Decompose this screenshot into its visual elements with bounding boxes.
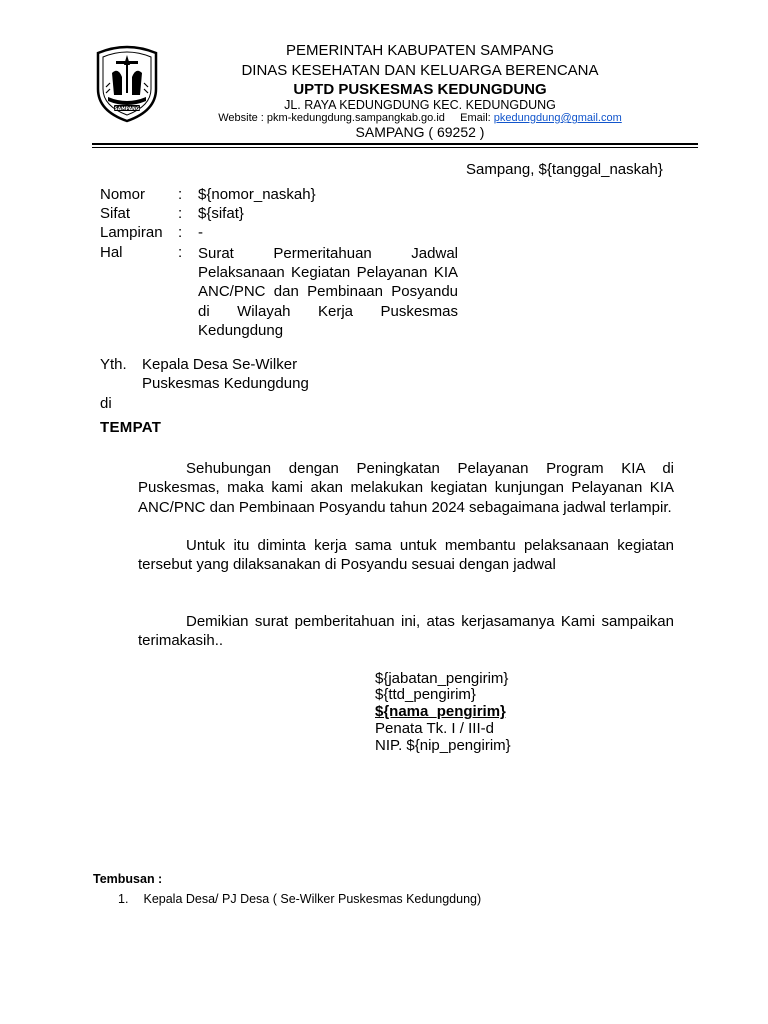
meta-colon: : <box>178 186 183 203</box>
meta-value-hal: Surat Permeritahuan Jadwal Pelaksanaan Kegiatan Pelayanan KIA ANC/PNC dan Pembinaan Posyandu di Wilayah Kerja Puskesmas Kedungdung <box>198 245 458 339</box>
kop-email-link[interactable]: pkedungdung@gmail.com <box>493 112 622 124</box>
svg-text:SAMPANG: SAMPANG <box>114 107 140 112</box>
tembusan-item <box>118 892 481 906</box>
signature-position: ${jabatan_pengirim} <box>375 670 509 687</box>
signature-ttd: ${ttd_pengirim} <box>375 686 476 703</box>
meta-label: Hal <box>100 244 123 261</box>
meta-colon: : <box>178 244 183 261</box>
tembusan-item-number: 1. <box>118 892 129 906</box>
kop-website: Website : pkm-kedungdung.sampangkab.go.id <box>218 112 445 124</box>
recipient-line1: Kepala Desa Se-Wilker <box>142 356 298 373</box>
kop-government: PEMERINTAH KABUPATEN SAMPANG <box>285 42 555 59</box>
meta-label: Lampiran <box>100 224 163 241</box>
recipient-yth: Yth. <box>100 356 127 373</box>
signature-name: ${nama_pengirim} <box>375 703 506 720</box>
regency-logo <box>92 43 162 123</box>
signature-nip: NIP. ${nip_pengirim} <box>375 737 511 754</box>
meta-label: Sifat <box>100 205 131 222</box>
kop-contact <box>160 112 680 124</box>
body-paragraph-3: Demikian surat pemberitahuan ini, atas kerjasamanya Kami sampaikan terimakasih.. <box>138 613 674 650</box>
recipient-line2: Puskesmas Kedungdung <box>142 375 309 392</box>
body-paragraph-2: Untuk itu diminta kerja sama untuk membantu pelaksanaan kegiatan tersebut yang dilaksanakan di Posyandu sesuai dengan jadwal <box>138 537 674 574</box>
letterhead-rule-thick <box>92 143 698 145</box>
meta-colon: : <box>178 205 183 222</box>
kop-address: JL. RAYA KEDUNGDUNG KEC. KEDUNGDUNG <box>284 98 556 112</box>
meta-value: ${nomor_naskah} <box>198 186 316 203</box>
meta-label: Nomor <box>100 186 146 203</box>
body-paragraph-1: Sehubungan dengan Peningkatan Pelayanan Program KIA di Puskesmas, maka kami akan melakukan kegiatan kunjungan Pelayanan KIA ANC/PNC dan Pembinaan Posyandu tahun 2024 sebagaimana jadwal terlampir. <box>138 460 674 516</box>
tembusan-title: Tembusan : <box>93 872 163 886</box>
signature-rank: Penata Tk. I / III-d <box>375 720 494 737</box>
letterhead-rule-thin <box>92 147 698 148</box>
kop-unit: UPTD PUSKESMAS KEDUNGDUNG <box>293 81 547 98</box>
kop-email-label: Email: <box>460 112 491 124</box>
kop-agency: DINAS KESEHATAN DAN KELUARGA BERENCANA <box>241 62 599 79</box>
letter-date: Sampang, ${tanggal_naskah} <box>466 161 663 178</box>
recipient-tempat: TEMPAT <box>100 419 162 436</box>
tembusan-item-text: Kepala Desa/ PJ Desa ( Se-Wilker Puskesmas Kedungdung) <box>143 892 482 906</box>
meta-value: ${sifat} <box>198 205 244 222</box>
meta-value: - <box>198 224 203 241</box>
meta-colon: : <box>178 224 183 241</box>
kop-city-postcode: SAMPANG ( 69252 ) <box>355 124 485 140</box>
recipient-di: di <box>100 395 112 412</box>
